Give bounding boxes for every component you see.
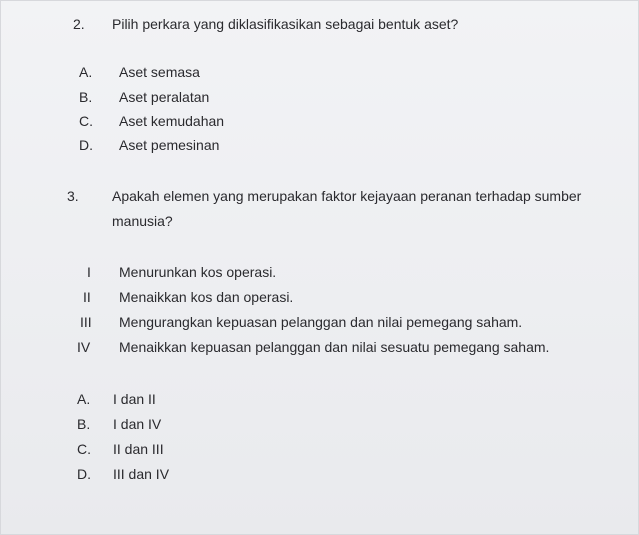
question-2-prompt: Pilih perkara yang diklasifikasikan sebagai bentuk aset? (112, 16, 459, 32)
question-2-option-b-text: Aset peralatan (119, 89, 210, 105)
statement-iv-text: Menaikkan kepuasan pelanggan dan nilai sesuatu pemegang saham. (119, 339, 550, 355)
statement-ii-text: Menaikkan kos dan operasi. (119, 289, 294, 305)
question-3-option-d-letter: D. (77, 466, 91, 482)
question-3-prompt-line-1: Apakah elemen yang merupakan faktor kejayaan peranan terhadap sumber (112, 188, 582, 204)
statement-i-numeral: I (87, 264, 91, 280)
question-3-option-d-text: III dan IV (113, 466, 170, 482)
question-2-option-b-letter: B. (79, 89, 93, 105)
statement-iii-numeral: III (80, 314, 92, 330)
question-2-option-a-letter: A. (79, 64, 93, 80)
question-3-number: 3. (67, 188, 79, 204)
question-3-option-c-letter: C. (77, 441, 91, 457)
question-3-option-a-letter: A. (77, 391, 91, 407)
statement-ii-numeral: II (83, 289, 91, 305)
question-2-number: 2. (73, 16, 85, 32)
question-3-option-c-text: II dan III (113, 441, 164, 457)
question-2-option-d-letter: D. (79, 137, 93, 153)
statement-iii-text: Mengurangkan kepuasan pelanggan dan nilai pemegang saham. (119, 314, 523, 330)
question-2-option-c-letter: C. (79, 113, 93, 129)
question-2-option-c-text: Aset kemudahan (119, 113, 225, 129)
question-3-prompt-line-2: manusia? (112, 213, 173, 229)
question-3-option-b-text: I dan IV (113, 416, 162, 432)
statement-i-text: Menurunkan kos operasi. (119, 264, 277, 280)
question-2-option-d-text: Aset pemesinan (119, 137, 220, 153)
question-3-option-b-letter: B. (77, 416, 91, 432)
question-2-option-a-text: Aset semasa (119, 64, 200, 80)
statement-iv-numeral: IV (77, 339, 91, 355)
question-3-option-a-text: I dan II (113, 391, 156, 407)
